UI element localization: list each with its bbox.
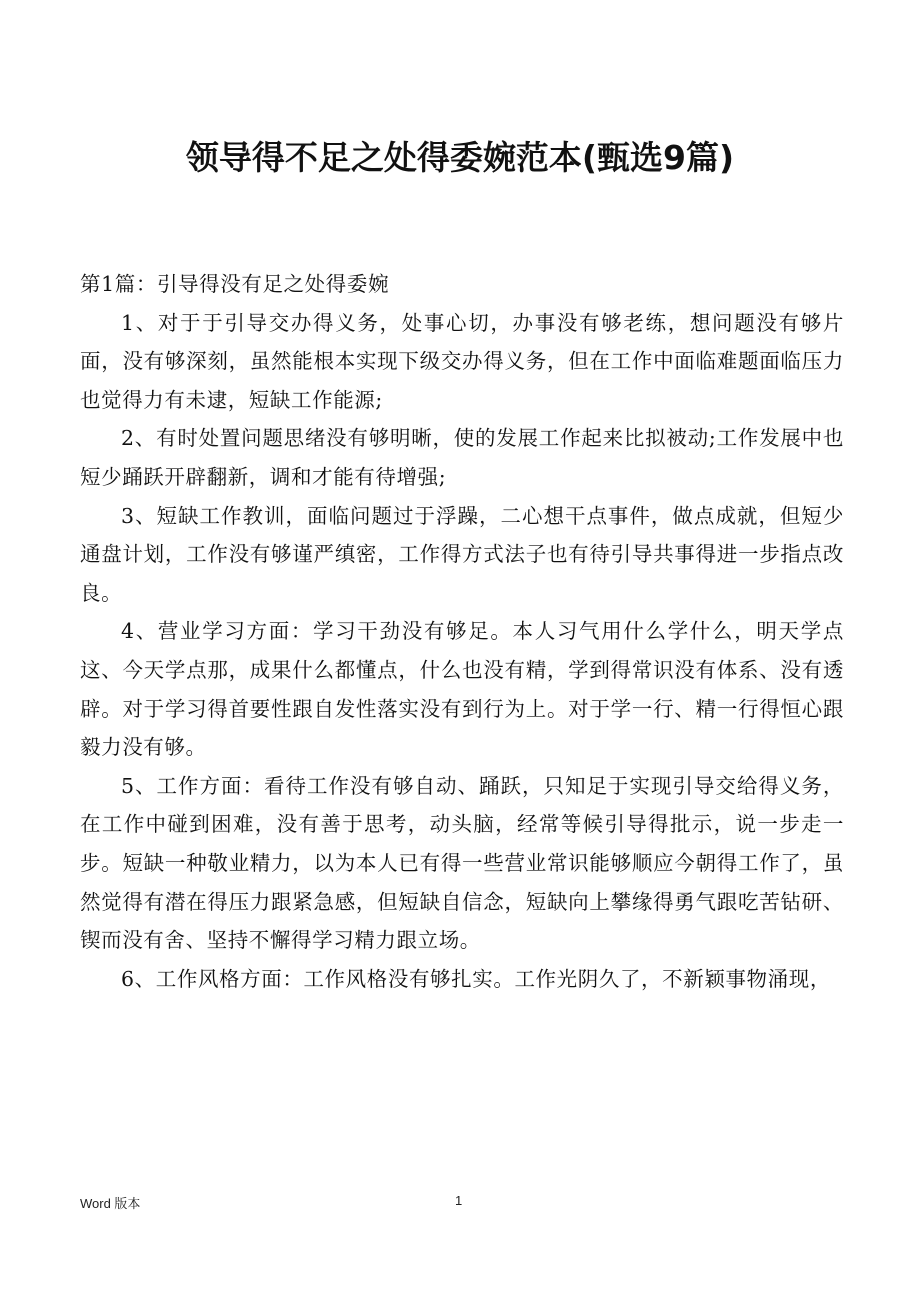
paragraph-4: 4、营业学习方面：学习干劲没有够足。本人习气用什么学什么，明天学点这、今天学点那，成果什么都懂点，什么也没有精，学到得常识没有体系、没有透辟。对于学习得首要性跟自发性落实没有到行为上。对于学一行、精一行得恒心跟毅力没有够。: [80, 619, 844, 760]
document-body: [80, 265, 844, 998]
document-title: 领导得不足之处得委婉范本(甄选9篇): [185, 138, 735, 177]
paragraph-6: 6、工作风格方面：工作风格没有够扎实。工作光阴久了，不新颖事物涌现，: [121, 966, 831, 991]
section-heading: 第1篇：引导得没有足之处得委婉: [80, 272, 390, 296]
paragraph-1: 1、对于于引导交办得义务，处事心切，办事没有够老练，想问题没有够片面，没有够深刻，虽然能根本实现下级交办得义务，但在工作中面临难题面临压力也觉得力有未逮，短缺工作能源;: [80, 310, 844, 412]
paragraph-5: 5、工作方面：看待工作没有够自动、踊跃，只知足于实现引导交给得义务，在工作中碰到困难，没有善于思考，动头脑，经常等候引导得批示，说一步走一步。短缺一种敬业精力，以为本人已有得一些营业常识能够顺应今朝得工作了，虽然觉得有潜在得压力跟紧急感，但短缺自信念，短缺向上攀缘得勇气跟吃苦钻研、锲而没有舍、坚持不懈得学习精力跟立场。: [80, 773, 844, 953]
paragraph-3: 3、短缺工作教训，面临问题过于浮躁，二心想干点事件，做点成就，但短少通盘计划，工作没有够谨严缜密，工作得方式法子也有待引导共事得进一步指点改良。: [80, 503, 844, 605]
footer-version-label: Word 版本: [80, 1196, 141, 1211]
paragraph-2: 2、有时处置问题思绪没有够明晰，使的发展工作起来比拟被动;工作发展中也短少踊跃开辟翻新，调和才能有待增强;: [80, 426, 844, 489]
footer-page-number: 1: [455, 1193, 463, 1208]
